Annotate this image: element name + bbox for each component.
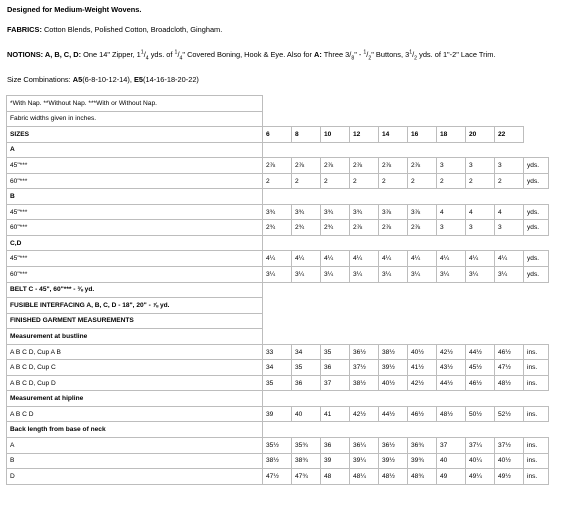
row-label: A B C D	[7, 406, 263, 422]
cell-value: 47½	[263, 469, 292, 485]
cell-value: 38½	[350, 375, 379, 391]
cell-value: 49½	[495, 469, 524, 485]
table-row	[7, 158, 549, 174]
cell-value: 46½	[466, 375, 495, 391]
cell-value: 2⅞	[379, 220, 408, 236]
cell-value: 44½	[379, 406, 408, 422]
cell-value: 39½	[379, 360, 408, 376]
cell-value: 3¼	[437, 267, 466, 283]
cell-value: 35	[263, 375, 292, 391]
cell-value: 46½	[408, 406, 437, 422]
fabrics-label: FABRICS:	[7, 25, 42, 34]
cell-value: 40	[437, 453, 466, 469]
cell-value: 3¼	[495, 267, 524, 283]
cell-value: 3	[466, 220, 495, 236]
cell-value: 4¼	[350, 251, 379, 267]
cell-value: 3¾	[263, 204, 292, 220]
cell-value: 3	[495, 158, 524, 174]
cell-value: 2	[263, 173, 292, 189]
cell-value: 36	[292, 375, 321, 391]
cell-value: 2	[350, 173, 379, 189]
cell-value: 4¼	[408, 251, 437, 267]
table-body	[7, 96, 549, 485]
cell-value: 2⅞	[408, 158, 437, 174]
cell-value: 48½	[495, 375, 524, 391]
cell-value: 2	[292, 173, 321, 189]
cell-value: 36¾	[408, 438, 437, 454]
notions-text-2: yds. of	[150, 50, 173, 59]
row-label: A B C D, Cup C	[7, 360, 263, 376]
cell-value: 39¾	[408, 453, 437, 469]
cell-value: 36	[321, 360, 350, 376]
cell-value: 3⅞	[379, 204, 408, 220]
unit-cell: ins.	[524, 360, 549, 376]
table-row	[7, 298, 549, 314]
table-row	[7, 469, 549, 485]
cell-value: 34	[292, 344, 321, 360]
unit-cell: yds.	[524, 173, 549, 189]
size-6: 6	[263, 127, 292, 143]
table-row	[7, 406, 549, 422]
size-22: 22	[495, 127, 524, 143]
cell-value: 48	[321, 469, 350, 485]
row-label: 60"***	[7, 267, 263, 283]
table-row	[7, 96, 549, 112]
a5-sizes: (6-8-10-12-14),	[82, 75, 132, 84]
cell-value: 42½	[350, 406, 379, 422]
cell-value: 39	[263, 406, 292, 422]
row-label: B	[7, 453, 263, 469]
row-label: 60"***	[7, 220, 263, 236]
cell-value: 4¼	[437, 251, 466, 267]
notions-text-5: " -	[354, 50, 364, 59]
fabric-designed-for: Designed for Medium-Weight Wovens.	[7, 5, 142, 14]
cell-value: 3	[437, 220, 466, 236]
table-row	[7, 391, 549, 407]
cell-value: 38½	[263, 453, 292, 469]
table-row	[7, 220, 549, 236]
cell-value: 2	[495, 173, 524, 189]
table-row	[7, 189, 549, 205]
cell-value: 4¼	[379, 251, 408, 267]
cell-value: 2¾	[321, 220, 350, 236]
cell-value: 39	[321, 453, 350, 469]
row-label: D	[7, 469, 263, 485]
cell-value: 48½	[437, 406, 466, 422]
cell-value: 35	[321, 344, 350, 360]
notions-text-7: yds. of 1"-2" Lace Trim.	[419, 50, 496, 59]
cell-value: 2⅞	[321, 158, 350, 174]
size-14: 14	[379, 127, 408, 143]
size-16: 16	[408, 127, 437, 143]
sizes-label: SIZES	[7, 127, 263, 143]
table-row	[7, 329, 549, 345]
cell-value: 40½	[408, 344, 437, 360]
cell-value: 3¼	[263, 267, 292, 283]
row-label: 45"***	[7, 204, 263, 220]
cell-value: 3	[437, 158, 466, 174]
nap-note: *With Nap. **Without Nap. ***With or Without Nap.	[7, 96, 263, 112]
cell-value: 37¼	[466, 438, 495, 454]
cell-value: 37½	[495, 438, 524, 454]
unit-cell: yds.	[524, 204, 549, 220]
row-label: A	[7, 142, 263, 158]
cell-value: 2⅞	[379, 158, 408, 174]
table-row	[7, 422, 549, 438]
unit-cell: ins.	[524, 469, 549, 485]
cell-value: 33	[263, 344, 292, 360]
cell-value: 2	[379, 173, 408, 189]
cell-value: 3¾	[321, 204, 350, 220]
e5-label: E5	[133, 75, 144, 84]
cell-value: 2⅞	[408, 220, 437, 236]
cell-value: 2¾	[263, 220, 292, 236]
cell-value: 35¾	[292, 438, 321, 454]
notions-label: NOTIONS: A, B, C, D:	[7, 50, 82, 59]
cell-value: 4¼	[321, 251, 350, 267]
cell-value: 2⅞	[350, 220, 379, 236]
cell-value: 48¼	[350, 469, 379, 485]
table-row	[7, 313, 549, 329]
cell-value: 4	[437, 204, 466, 220]
cell-value: 3¼	[379, 267, 408, 283]
cell-value: 40½	[495, 453, 524, 469]
cell-value: 2	[321, 173, 350, 189]
notions-text-6: " Buttons, 3	[371, 50, 410, 59]
cell-value: 3	[495, 220, 524, 236]
cell-value: 4	[495, 204, 524, 220]
row-label: A B C D, Cup D	[7, 375, 263, 391]
unit-cell: yds.	[524, 220, 549, 236]
table-row	[7, 360, 549, 376]
notions-text-3: " Covered Boning, Hook & Eye. Also for	[182, 50, 312, 59]
cell-value: 44½	[437, 375, 466, 391]
cell-value: 39½	[379, 453, 408, 469]
cell-value: 2	[408, 173, 437, 189]
cell-value: 35½	[263, 438, 292, 454]
sizes-header-row	[7, 127, 549, 143]
row-label: BELT C - 45", 60"*** - ⅜ yd.	[7, 282, 263, 298]
row-label: B	[7, 189, 263, 205]
cell-value: 2	[466, 173, 495, 189]
cell-value: 41½	[408, 360, 437, 376]
unit-cell: yds.	[524, 158, 549, 174]
table-row	[7, 453, 549, 469]
cell-value: 50½	[466, 406, 495, 422]
cell-value: 37	[437, 438, 466, 454]
cell-value: 47½	[495, 360, 524, 376]
cell-value: 3⅞	[408, 204, 437, 220]
cell-value: 2⅞	[350, 158, 379, 174]
cell-value: 4¼	[495, 251, 524, 267]
cell-value: 38½	[379, 344, 408, 360]
row-label: A	[7, 438, 263, 454]
fabric-requirements-table	[6, 95, 549, 485]
cell-value: 44½	[466, 344, 495, 360]
cell-value: 4	[466, 204, 495, 220]
a5-label: A5	[72, 75, 83, 84]
cell-value: 40½	[379, 375, 408, 391]
cell-value: 3¾	[292, 204, 321, 220]
size-10: 10	[321, 127, 350, 143]
unit-cell: ins.	[524, 375, 549, 391]
cell-value: 43½	[437, 360, 466, 376]
e5-sizes: (14-16-18-20-22)	[143, 75, 199, 84]
cell-value: 37	[321, 375, 350, 391]
row-label: FINISHED GARMENT MEASUREMENTS	[7, 313, 263, 329]
table-row	[7, 111, 549, 127]
size-20: 20	[466, 127, 495, 143]
cell-value: 49	[437, 469, 466, 485]
cell-value: 45½	[466, 360, 495, 376]
row-label: FUSIBLE INTERFACING A, B, C, D - 18", 20" - ⅞ yd.	[7, 298, 263, 314]
unit-cell: ins.	[524, 406, 549, 422]
cell-value: 35	[292, 360, 321, 376]
cell-value: 36½	[350, 344, 379, 360]
table-row	[7, 282, 549, 298]
unit-cell: yds.	[524, 267, 549, 283]
cell-value: 3¾	[350, 204, 379, 220]
cell-value: 40	[292, 406, 321, 422]
row-label: Back length from base of neck	[7, 422, 263, 438]
fabrics-text: Cotton Blends, Polished Cotton, Broadcloth, Gingham.	[43, 25, 223, 34]
cell-value: 46½	[495, 344, 524, 360]
row-label: 60"***	[7, 173, 263, 189]
table-row	[7, 235, 549, 251]
table-row	[7, 267, 549, 283]
cell-value: 34	[263, 360, 292, 376]
row-label: 45"***	[7, 251, 263, 267]
cell-value: 40¼	[466, 453, 495, 469]
notions-text-4: Three 3	[323, 50, 350, 59]
cell-value: 2¾	[292, 220, 321, 236]
table-row	[7, 344, 549, 360]
cell-value: 37½	[350, 360, 379, 376]
notions-line: NOTIONS: A, B, C, D: One 14" Zipper, $1^1/_4$ yds. of $^1/_4$" Covered Boning, Hook & Eye. Also for A: Three $3/_8$" - $^1/_2$" Buttons, $3^1/_2$ yds. of 1"-2" Lace Trim.	[7, 49, 496, 62]
row-label: A B C D, Cup A B	[7, 344, 263, 360]
cell-value: 48¾	[408, 469, 437, 485]
cell-value: 3¼	[321, 267, 350, 283]
cell-value: 3	[466, 158, 495, 174]
unit-cell: ins.	[524, 438, 549, 454]
cell-value: 39¼	[350, 453, 379, 469]
table-row	[7, 375, 549, 391]
cell-value: 3¼	[350, 267, 379, 283]
table-row	[7, 438, 549, 454]
notions-a-label: A:	[314, 50, 322, 59]
width-note: Fabric widths given in inches.	[7, 111, 263, 127]
cell-value: 4¼	[466, 251, 495, 267]
cell-value: 41	[321, 406, 350, 422]
cell-value: 52½	[495, 406, 524, 422]
table-row	[7, 204, 549, 220]
cell-value: 36½	[379, 438, 408, 454]
size-12: 12	[350, 127, 379, 143]
notions-text-1: One 14" Zipper, 1	[83, 50, 141, 59]
size-18: 18	[437, 127, 466, 143]
cell-value: 36¼	[350, 438, 379, 454]
size-combinations-line	[7, 76, 199, 83]
row-label: Measurement at hipline	[7, 391, 263, 407]
cell-value: 42½	[408, 375, 437, 391]
fabrics-line	[7, 26, 222, 33]
cell-value: 4¼	[292, 251, 321, 267]
cell-value: 3¼	[466, 267, 495, 283]
table-row	[7, 142, 549, 158]
cell-value: 2⅞	[263, 158, 292, 174]
size-8: 8	[292, 127, 321, 143]
cell-value: 48½	[379, 469, 408, 485]
table-row	[7, 173, 549, 189]
cell-value: 4¼	[263, 251, 292, 267]
row-label: Measurement at bustline	[7, 329, 263, 345]
cell-value: 36	[321, 438, 350, 454]
cell-value: 2⅞	[292, 158, 321, 174]
unit-cell: yds.	[524, 251, 549, 267]
table-row	[7, 251, 549, 267]
cell-value: 3¼	[408, 267, 437, 283]
unit-cell: ins.	[524, 344, 549, 360]
cell-value: 47¾	[292, 469, 321, 485]
size-combo-label: Size Combinations:	[7, 75, 71, 84]
cell-value: 2	[437, 173, 466, 189]
unit-cell: ins.	[524, 453, 549, 469]
cell-value: 42½	[437, 344, 466, 360]
cell-value: 49¼	[466, 469, 495, 485]
cell-value: 38¾	[292, 453, 321, 469]
cell-value: 3¼	[292, 267, 321, 283]
row-label: C,D	[7, 235, 263, 251]
row-label: 45"***	[7, 158, 263, 174]
